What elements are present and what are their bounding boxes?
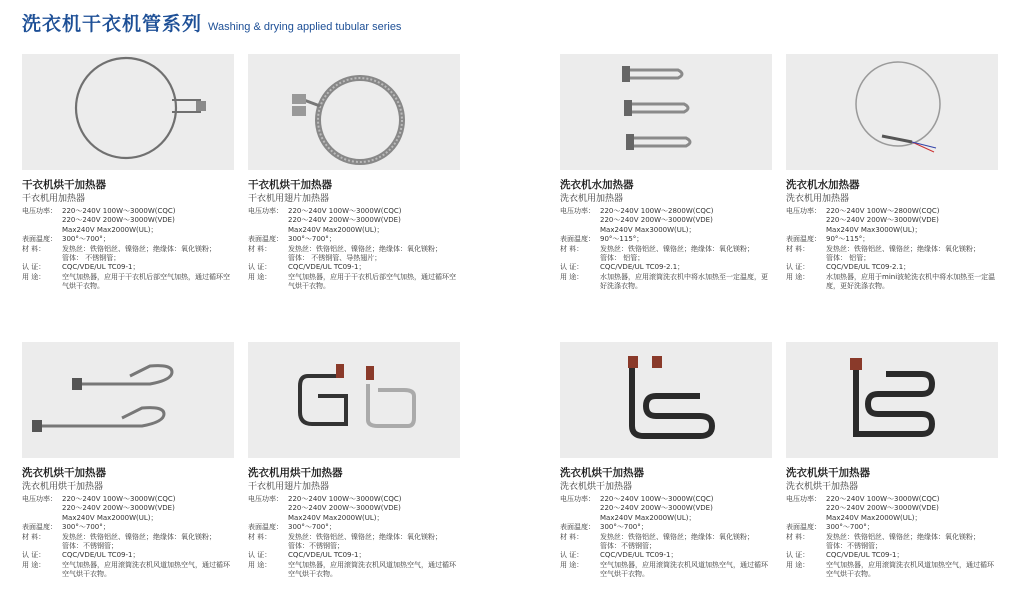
page-title: 洗衣机干衣机管系列 xyxy=(22,13,203,35)
spec-material: 发热丝：铁铬铝丝、镍铬丝；绝缘体：氧化镁粉； xyxy=(62,532,216,541)
finned-ring-heater-image xyxy=(248,54,460,170)
spec-label-temp: 表面温度： xyxy=(786,523,821,532)
spec-power: 220～240V 100W～3000W(CQC) xyxy=(826,495,940,503)
spec-use: 空气加热器，应用滚筒洗衣机风道加热空气，通过循环空气烘干衣物。 xyxy=(826,560,994,579)
spec-power: 220～240V 200W～3000W(VDE) xyxy=(600,504,713,513)
spec-power: Max240V Max2000W(UL)； xyxy=(600,513,696,522)
product-photo xyxy=(248,54,460,170)
spec-power: 220～240V 200W～3000W(VDE) xyxy=(826,216,939,225)
spec-label-cert: 认 证： xyxy=(786,551,810,560)
product-title: 洗衣机烘干加热器 xyxy=(786,467,870,479)
spec-label-cert: 认 证： xyxy=(248,263,272,272)
spec-power: 220～240V 200W～3000W(VDE) xyxy=(600,216,713,225)
spec-label-material: 材 料： xyxy=(560,532,584,541)
product-title: 洗衣机用烘干加热器 xyxy=(248,467,343,479)
spec-label-material: 材 料： xyxy=(786,244,810,253)
water-heater-image xyxy=(560,54,772,170)
spec-label-temp: 表面温度： xyxy=(248,235,283,244)
spec-label-temp: 表面温度： xyxy=(248,523,283,532)
product-subtitle: 洗衣机用加热器 xyxy=(786,194,850,204)
spec-label-material: 材 料： xyxy=(248,244,272,253)
spec-material: 管体： 铝管； xyxy=(600,254,645,263)
spec-material: 发热丝：铁铬铝丝、镍铬丝；绝缘体：氧化镁粉； xyxy=(826,532,980,541)
spec-label-temp: 表面温度： xyxy=(22,235,57,244)
spec-power: 220～240V 200W～3000W(VDE) xyxy=(62,504,175,513)
spec-power: 220～240V 100W～3000W(CQC) xyxy=(288,495,402,503)
s-shaped-heater-image xyxy=(786,342,998,458)
page-subtitle: Washing & drying applied tubular series xyxy=(208,21,402,33)
product-card-3 xyxy=(560,54,772,292)
spec-label-cert: 认 证： xyxy=(248,551,272,560)
spec-power: Max240V Max2000W(UL)； xyxy=(826,513,922,522)
spec-use: 水加热器，应用于mini波轮洗衣机中将水加热至一定温度，更好洗涤衣物。 xyxy=(826,272,996,291)
product-specs xyxy=(22,495,234,580)
spec-power: Max240V Max2000W(UL)； xyxy=(62,225,158,234)
product-title: 干衣机烘干加热器 xyxy=(248,179,332,191)
spec-label-cert: 认 证： xyxy=(22,263,46,272)
product-card-5 xyxy=(22,342,234,580)
spec-temp: 90°～115°； xyxy=(826,235,870,244)
spec-material: 管体： 不锈钢管； xyxy=(62,254,121,263)
spec-power: 220～240V 100W～2800W(CQC) xyxy=(826,207,940,215)
spec-label-cert: 认 证： xyxy=(22,551,46,560)
spec-label-cert: 认 证： xyxy=(560,263,584,272)
spec-use: 空气加热器，应用滚筒洗衣机风道加热空气，通过循环空气烘干衣物。 xyxy=(288,560,456,579)
spec-label-use: 用 途： xyxy=(248,272,272,281)
product-title: 洗衣机烘干加热器 xyxy=(22,467,106,479)
product-title: 洗衣机水加热器 xyxy=(786,179,860,191)
spec-use: 空气加热器，应用滚筒洗衣机风道加热空气，通过循环空气烘干衣物。 xyxy=(600,560,768,579)
loop-heater-image xyxy=(22,342,234,458)
spec-label-use: 用 途： xyxy=(786,560,810,569)
product-specs xyxy=(248,207,460,292)
spec-temp: 90°～115°； xyxy=(600,235,644,244)
product-card-2 xyxy=(248,54,460,292)
spec-material: 管体： 铝管； xyxy=(826,254,871,263)
spec-temp: 300°～700°； xyxy=(288,235,336,244)
spec-power: 220～240V 100W～3000W(CQC) xyxy=(600,495,714,503)
spec-label-material: 材 料： xyxy=(248,532,272,541)
product-photo xyxy=(22,342,234,458)
spec-power: 220～240V 100W～3000W(CQC) xyxy=(62,207,176,215)
spec-use: 空气加热器，应用滚筒洗衣机风道加热空气，通过循环空气烘干衣物。 xyxy=(62,560,230,579)
spec-cert: CQC/VDE/UL TC09-2.1； xyxy=(600,263,685,272)
product-specs xyxy=(560,207,772,292)
spec-use: 空气加热器，应用于干衣机后部空气加热，通过循环空气烘干衣物。 xyxy=(288,272,456,291)
spec-temp: 300°～700°； xyxy=(62,235,110,244)
spec-cert: CQC/VDE/UL TC09-1； xyxy=(600,551,678,560)
page-header xyxy=(22,9,401,36)
spec-power: Max240V Max3000W(UL)； xyxy=(826,225,922,234)
spec-label-power: 电压功率： xyxy=(22,207,57,215)
product-subtitle: 洗衣机烘干加热器 xyxy=(786,482,859,492)
spec-temp: 300°～700°； xyxy=(600,523,648,532)
product-photo xyxy=(560,342,772,458)
spec-label-temp: 表面温度： xyxy=(560,235,595,244)
spec-label-cert: 认 证： xyxy=(786,263,810,272)
product-card-4 xyxy=(786,54,998,292)
product-photo xyxy=(22,54,234,170)
spec-label-material: 材 料： xyxy=(22,244,46,253)
spec-label-temp: 表面温度： xyxy=(786,235,821,244)
spec-label-use: 用 途： xyxy=(786,272,810,281)
product-specs xyxy=(560,495,772,580)
product-card-1 xyxy=(22,54,234,292)
spec-use: 空气加热器，应用于干衣机后部空气加热，通过循环空气烘干衣物。 xyxy=(62,272,230,291)
spec-temp: 300°～700°； xyxy=(826,523,874,532)
spec-power: Max240V Max2000W(UL)； xyxy=(288,225,384,234)
spec-material: 发热丝：铁铬铝丝、镍铬丝；绝缘体：氧化镁粉； xyxy=(826,244,980,253)
spec-material: 发热丝：铁铬铝丝、镍铬丝；绝缘体：氧化镁粉； xyxy=(288,244,442,253)
product-specs xyxy=(22,207,234,292)
spec-material: 管体：不锈钢管； xyxy=(288,542,344,551)
product-subtitle: 洗衣机用加热器 xyxy=(560,194,624,204)
spec-power: 220～240V 100W～2800W(CQC) xyxy=(600,207,714,215)
spec-temp: 300°～700°； xyxy=(288,523,336,532)
product-specs xyxy=(786,207,998,292)
spec-cert: CQC/VDE/UL TC09-1； xyxy=(288,551,366,560)
spec-cert: CQC/VDE/UL TC09-1； xyxy=(62,551,140,560)
product-photo xyxy=(786,342,998,458)
product-photo xyxy=(248,342,460,458)
spec-power: 220～240V 200W～3000W(VDE) xyxy=(288,504,401,513)
spec-label-power: 电压功率： xyxy=(248,495,283,503)
spec-power: 220～240V 200W～3000W(VDE) xyxy=(288,216,401,225)
spec-label-use: 用 途： xyxy=(560,272,584,281)
spec-label-use: 用 途： xyxy=(560,560,584,569)
spec-label-material: 材 料： xyxy=(560,244,584,253)
spec-material: 发热丝：铁铬铝丝、镍铬丝；绝缘体：氧化镁粉； xyxy=(62,244,216,253)
spec-label-use: 用 途： xyxy=(248,560,272,569)
product-title: 干衣机烘干加热器 xyxy=(22,179,106,191)
product-specs xyxy=(786,495,998,580)
round-heater-image xyxy=(22,54,234,170)
spec-label-material: 材 料： xyxy=(786,532,810,541)
spec-power: 220～240V 100W～3000W(CQC) xyxy=(62,495,176,503)
spec-label-power: 电压功率： xyxy=(786,495,821,503)
spec-power: 220～240V 100W～3000W(CQC) xyxy=(288,207,402,215)
spec-power: Max240V Max2000W(UL)； xyxy=(288,513,384,522)
spec-label-power: 电压功率： xyxy=(22,495,57,503)
spec-label-use: 用 途： xyxy=(22,560,46,569)
product-subtitle: 洗衣机用烘干加热器 xyxy=(22,482,104,492)
spec-material: 发热丝：铁铬铝丝、镍铬丝；绝缘体：氧化镁粉； xyxy=(600,532,754,541)
spec-cert: CQC/VDE/UL TC09-1； xyxy=(62,263,140,272)
spec-label-temp: 表面温度： xyxy=(560,523,595,532)
spec-power: 220～240V 200W～3000W(VDE) xyxy=(62,216,175,225)
product-subtitle: 干衣机用翅片加热器 xyxy=(248,482,330,492)
product-card-7 xyxy=(560,342,772,580)
spec-power: Max240V Max2000W(UL)； xyxy=(62,513,158,522)
spec-label-material: 材 料： xyxy=(22,532,46,541)
spec-material: 管体： 不锈钢管、导热翅片； xyxy=(288,254,382,263)
spec-label-temp: 表面温度： xyxy=(22,523,57,532)
spec-label-power: 电压功率： xyxy=(786,207,821,215)
spec-label-power: 电压功率： xyxy=(248,207,283,215)
product-subtitle: 洗衣机烘干加热器 xyxy=(560,482,633,492)
spec-power: Max240V Max3000W(UL)； xyxy=(600,225,696,234)
product-card-6 xyxy=(248,342,460,580)
product-title: 洗衣机水加热器 xyxy=(560,179,634,191)
spec-cert: CQC/VDE/UL TC09-2.1； xyxy=(826,263,911,272)
spec-label-cert: 认 证： xyxy=(560,551,584,560)
spec-cert: CQC/VDE/UL TC09-1； xyxy=(288,263,366,272)
spec-use: 水加热器，应用滚筒洗衣机中将水加热至一定温度，更好洗涤衣物。 xyxy=(600,272,768,291)
product-subtitle: 干衣机用翅片加热器 xyxy=(248,194,330,204)
product-card-8 xyxy=(786,342,998,580)
product-photo xyxy=(786,54,998,170)
spec-temp: 300°～700°； xyxy=(62,523,110,532)
product-specs xyxy=(248,495,460,580)
product-subtitle: 干衣机用加热器 xyxy=(22,194,86,204)
spec-label-use: 用 途： xyxy=(22,272,46,281)
spec-label-power: 电压功率： xyxy=(560,495,595,503)
bent-heater-image xyxy=(248,342,460,458)
product-title: 洗衣机烘干加热器 xyxy=(560,467,644,479)
spec-label-power: 电压功率： xyxy=(560,207,595,215)
product-photo xyxy=(560,54,772,170)
spec-material: 管体：不锈钢管； xyxy=(826,542,882,551)
spec-power: 220～240V 200W～3000W(VDE) xyxy=(826,504,939,513)
spec-material: 管体：不锈钢管； xyxy=(600,542,656,551)
spec-material: 发热丝：铁铬铝丝、镍铬丝；绝缘体：氧化镁粉； xyxy=(288,532,442,541)
serpentine-heater-image xyxy=(560,342,772,458)
spec-material: 管体：不锈钢管； xyxy=(62,542,118,551)
thin-ring-heater-image xyxy=(786,54,998,170)
spec-cert: CQC/VDE/UL TC09-1； xyxy=(826,551,904,560)
spec-material: 发热丝：铁铬铝丝、镍铬丝；绝缘体：氧化镁粉； xyxy=(600,244,754,253)
